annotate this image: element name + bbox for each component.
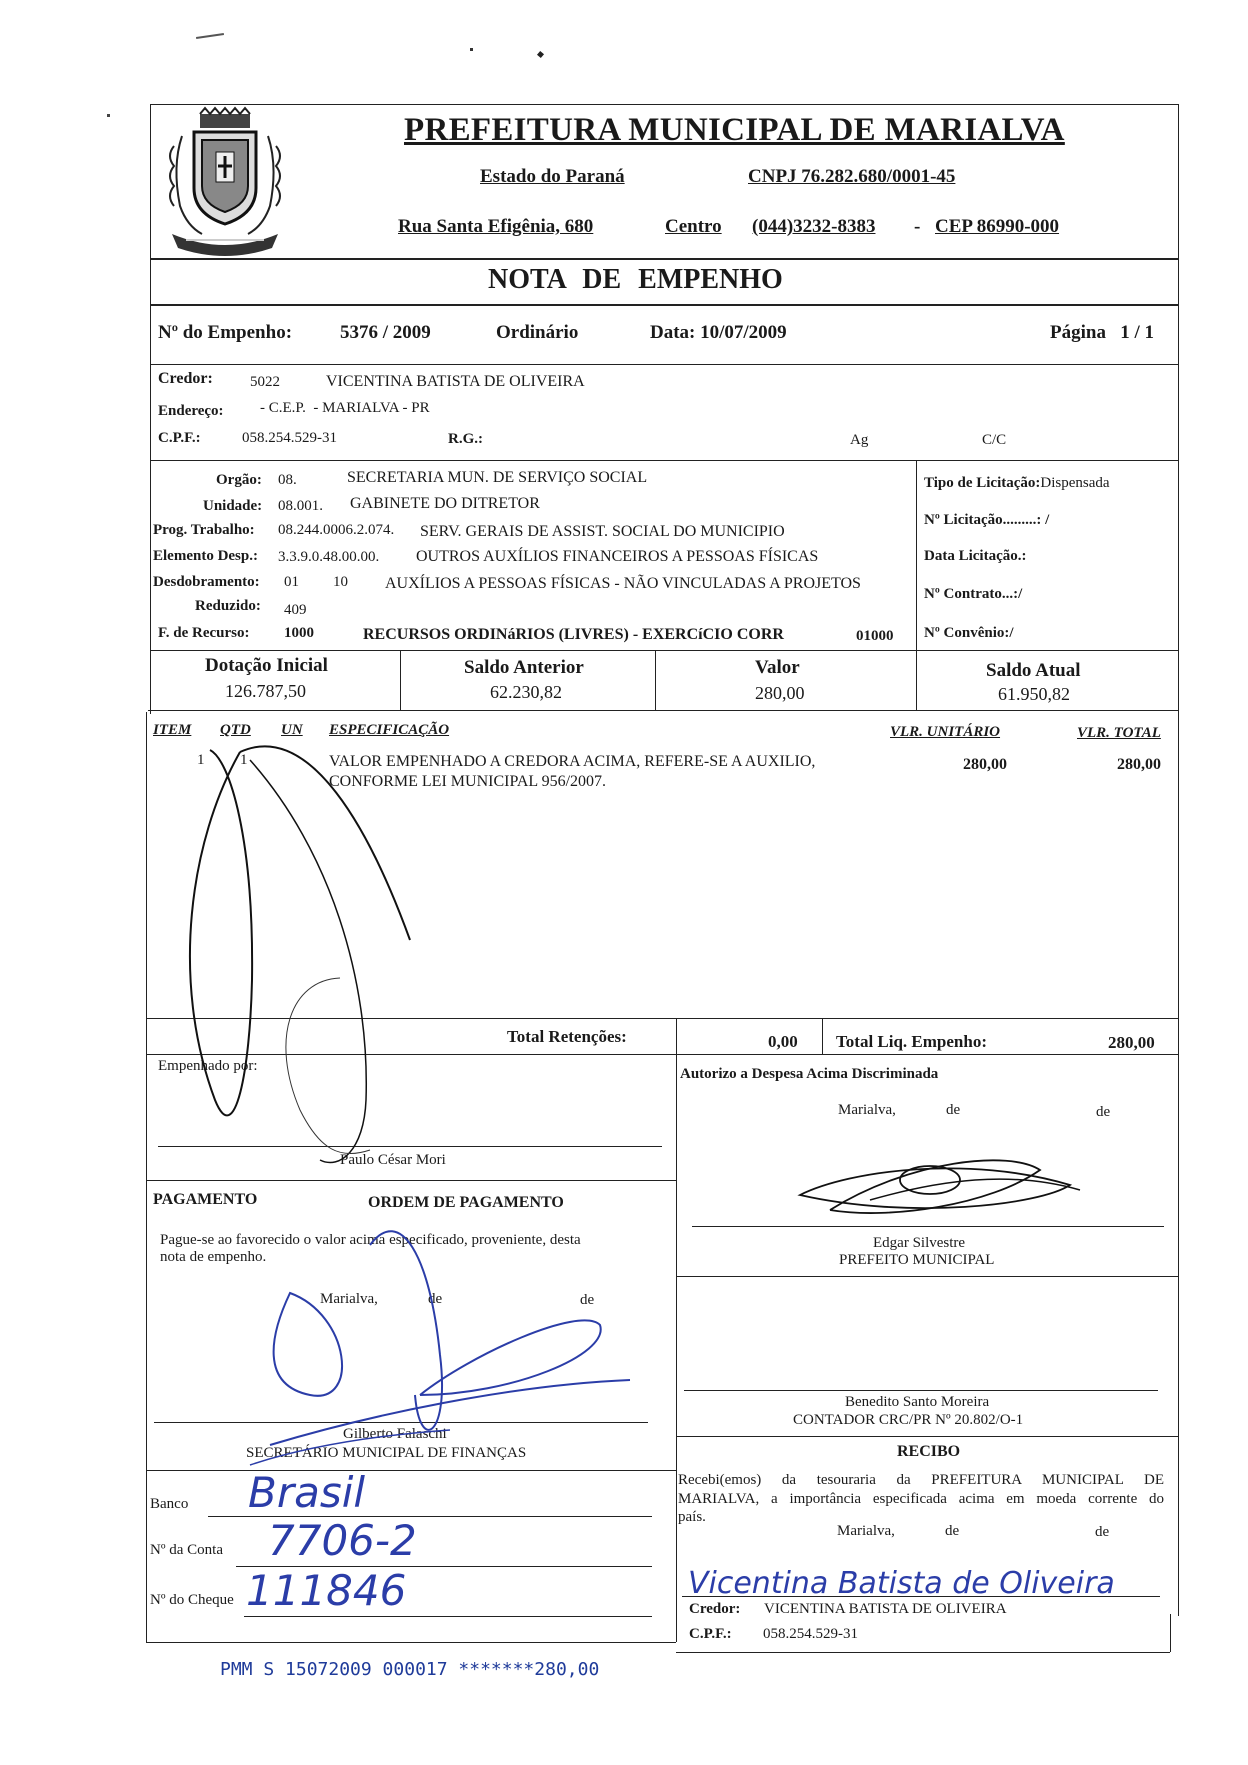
pagamento-city: Marialva, [320,1291,378,1307]
total-retencoes-value: 0,00 [768,1032,798,1051]
tipo-licitacao-value: Dispensada [1040,475,1110,491]
banco-value: Brasil [248,1468,366,1517]
desdobramento-code-2: 10 [333,574,348,590]
header-address: Rua Santa Efigênia, 680 [398,216,594,237]
autorizo-bottom-line [676,1276,1178,1277]
prefeito-signature [790,1150,1090,1240]
empenhado-signature [170,720,430,1190]
prefeito-name: Edgar Silvestre [873,1235,966,1251]
banco-label: Banco [150,1496,189,1512]
elemento-name: OUTROS AUXÍLIOS FINANCEIROS A PESSOAS FÍSICAS [416,548,819,565]
valor-value: 280,00 [755,683,805,703]
credor-bottom-line [150,460,1178,461]
recurso-code: 1000 [284,625,314,641]
autorizo-de-1: de [946,1102,961,1118]
recibo-de-2: de [1095,1524,1110,1540]
recurso-name: RECURSOS ORDINáRIOS (LIVRES) - EXERCíCIO CORR [363,626,784,643]
saldo-anterior-value: 62.230,82 [490,682,562,702]
cheque-label: Nº do Cheque [150,1592,234,1608]
cheque-value: 111846 [246,1566,407,1615]
municipal-coat-of-arms [152,106,298,256]
col-qtd: QTD [220,722,251,738]
balance-divider-1 [400,650,401,710]
address-value: - C.E.P. - MARIALVA - PR [260,400,430,416]
scan-speck [196,33,224,39]
total-liq-value: 280,00 [1108,1033,1155,1052]
cpf-label: C.P.F.: [158,430,201,446]
frame-right-lower [1170,1614,1171,1652]
balance-bottom-line [148,710,1178,711]
tipo-licitacao-label: Tipo de Licitação: [924,475,1041,491]
total-retencoes-label: Total Retenções: [507,1027,627,1046]
header-cnpj: CNPJ 76.282.680/0001-45 [748,166,956,187]
pagamento-text-2: nota de empenho. [160,1249,267,1265]
col-item: ITEM [153,722,192,738]
header-title: PREFEITURA MUNICIPAL DE MARIALVA [404,112,1065,148]
contador-signature-line [684,1390,1158,1391]
title-bottom-line [150,304,1178,306]
header-bottom-line [150,258,1178,260]
reduzido-code: 409 [284,602,307,618]
balance-divider-2 [655,650,656,710]
frame-left-lower [146,712,147,1642]
licitacao-number: Nº Licitação.........: / [924,512,1050,528]
coat-of-arms-icon [152,106,298,256]
recibo-text-1: Recebi(emos) da tesouraria da PREFEITURA MUNICIPAL DE [678,1472,1164,1488]
empenho-label: Nº do Empenho: [158,322,293,343]
saldo-atual-value: 61.950,82 [998,684,1070,704]
empenho-bottom-line [150,364,1178,365]
cc-label: C/C [982,432,1007,448]
prefeito-title: PREFEITO MUNICIPAL [839,1252,995,1268]
empenho-page: Página 1 / 1 [1050,322,1154,343]
header-phone: (044)3232-8383 [752,216,876,237]
empenhado-label: Empenhado por: [158,1058,258,1074]
recibo-cpf-label: C.P.F.: [689,1626,732,1642]
col-especificacao: ESPECIFICAÇÃO [329,722,450,738]
autorizo-de-2: de [1096,1104,1111,1120]
prog-name: SERV. GERAIS DE ASSIST. SOCIAL DO MUNICIPIO [420,523,785,540]
col-vlr-unitario: VLR. UNITÁRIO [890,724,1001,740]
elemento-code: 3.3.9.0.48.00.00. [278,549,380,565]
ordem-pagamento-label: ORDEM DE PAGAMENTO [368,1194,564,1211]
document-title: NOTA DE EMPENHO [488,264,783,295]
header-cep: CEP 86990-000 [935,216,1060,237]
col-un: UN [281,722,303,738]
empenhado-name: Paulo César Mori [340,1152,446,1168]
cpf-value: 058.254.529-31 [242,430,337,446]
prog-code: 08.244.0006.2.074. [278,522,395,538]
reduzido-label: Reduzido: [195,598,261,614]
frame-right [1178,104,1179,1616]
header-state: Estado do Paraná [480,166,625,187]
scan-speck [470,48,473,51]
orgao-code: 08. [278,472,297,488]
dotacao-label: Dotação Inicial [205,655,328,676]
unidade-code: 08.001. [278,498,323,514]
table-row-spec-1: VALOR EMPENHADO A CREDORA ACIMA, REFERE-SE A AUXILIO, [329,753,816,770]
dotacao-value: 126.787,50 [225,681,306,701]
recibo-text-2: MARIALVA, a importância especificada acima em moeda corrente do [678,1491,1164,1507]
table-row-vlr-total: 280,00 [1117,756,1161,773]
credor-label: Credor: [158,370,213,387]
print-authentication-line: PMM S 15072009 000017 *******280,00 [220,1659,600,1680]
header-district: Centro [665,216,722,237]
valor-label: Valor [755,657,800,678]
table-row-vlr-unit: 280,00 [963,756,1007,773]
pagamento-label: PAGAMENTO [153,1191,258,1208]
conta-label: Nº da Conta [150,1542,223,1558]
conta-value: 7706-2 [268,1516,417,1565]
contador-name: Benedito Santo Moreira [845,1394,990,1410]
frame-top [150,104,1178,105]
frame-bottom-line [146,1642,676,1643]
lower-center-divider [676,1054,677,1642]
recibo-handwritten-signature: Vicentina Batista de Oliveira [688,1566,1115,1601]
total-liq-label: Total Liq. Empenho: [836,1032,987,1051]
header-dash: - [914,216,921,237]
frame-bottom-line-right [676,1652,1170,1653]
orgao-label: Orgão: [216,472,262,488]
autorizo-city: Marialva, [838,1102,896,1118]
autorizo-label: Autorizo a Despesa Acima Discriminada [680,1066,939,1082]
orgao-name: SECRETARIA MUN. DE SERVIÇO SOCIAL [347,469,648,486]
rg-label: R.G.: [448,431,483,447]
desdobramento-label: Desdobramento: [153,574,260,590]
tipo-licitacao [924,475,1110,492]
saldo-anterior-label: Saldo Anterior [464,657,584,678]
recibo-text-3: país. [678,1509,706,1525]
recurso-code-2: 01000 [856,628,894,644]
empenho-type: Ordinário [496,322,579,343]
contador-title: CONTADOR CRC/PR Nº 20.802/O-1 [793,1412,1024,1428]
unidade-label: Unidade: [203,498,263,514]
recibo-cpf-value: 058.254.529-31 [763,1626,858,1642]
empenho-number: 5376 / 2009 [340,322,431,343]
unidade-name: GABINETE DO DITRETOR [350,495,540,512]
address-label: Endereço: [158,403,224,419]
recibo-de-1: de [945,1523,960,1539]
col-vlr-total: VLR. TOTAL [1077,725,1161,741]
cheque-line [244,1616,652,1617]
empenho-date: Data: 10/07/2009 [650,322,787,343]
totals-divider-2 [822,1018,823,1054]
secretario-name: Gilberto Falaschi [343,1426,447,1442]
prog-label: Prog. Trabalho: [153,522,255,538]
table-row-qtd: 1 [240,752,248,768]
secretario-title: SECRETÁRIO MUNICIPAL DE FINANÇAS [246,1445,527,1461]
recibo-title: RECIBO [897,1443,961,1460]
contador-bottom-line [676,1436,1178,1437]
pagamento-de-2: de [580,1292,595,1308]
recibo-credor-label: Credor: [689,1601,741,1617]
secretario-signature [250,1215,650,1475]
recibo-city: Marialva, [837,1523,895,1539]
ag-label: Ag [850,432,869,448]
budget-bottom-line [150,650,1178,651]
recurso-label: F. de Recurso: [158,625,250,641]
licitacao-date: Data Licitação.: [924,548,1027,564]
table-row-item: 1 [197,752,205,768]
desdobramento-code-1: 01 [284,574,299,590]
table-row-spec-2: CONFORME LEI MUNICIPAL 956/2007. [329,773,607,790]
saldo-atual-label: Saldo Atual [986,660,1081,681]
pagamento-de-1: de [428,1291,443,1307]
elemento-label: Elemento Desp.: [153,548,258,564]
licitacao-divider [916,460,917,710]
scan-speck [107,114,110,117]
recibo-credor-name: VICENTINA BATISTA DE OLIVEIRA [764,1601,1007,1617]
frame-left [150,104,151,714]
pagamento-text-1: Pague-se ao favorecido o valor acima especificado, proveniente, desta [160,1232,581,1248]
credor-name: VICENTINA BATISTA DE OLIVEIRA [326,373,585,390]
contrato-number: Nº Contrato...:/ [924,586,1023,602]
credor-code: 5022 [250,374,280,390]
desdobramento-name: AUXÍLIOS A PESSOAS FÍSICAS - NÃO VINCULADAS A PROJETOS [385,575,861,592]
convenio-number: Nº Convênio:/ [924,625,1014,641]
totals-divider-1 [676,1018,677,1054]
scan-speck [537,51,544,58]
